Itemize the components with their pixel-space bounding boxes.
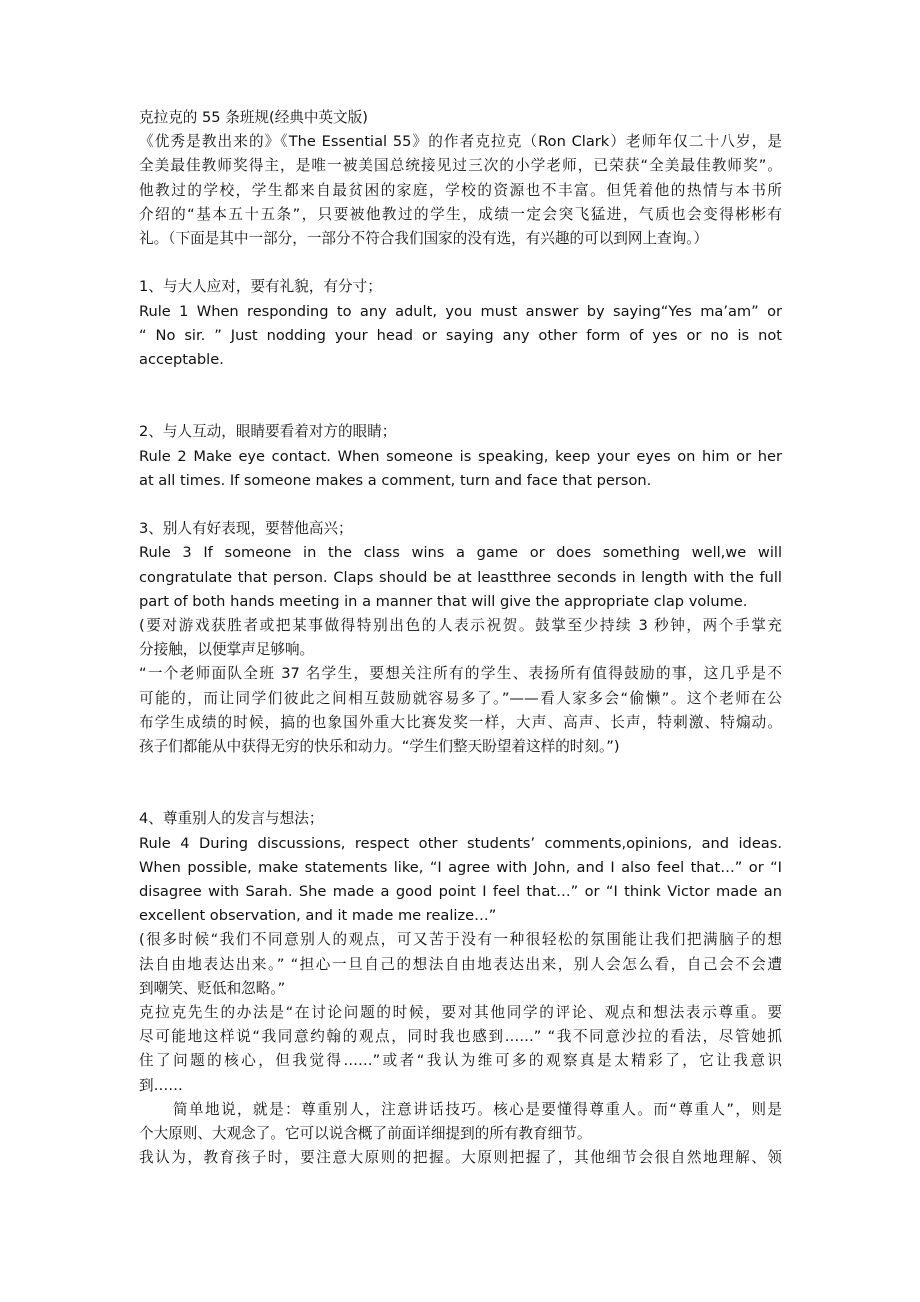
spacer	[139, 372, 782, 420]
rule-1-text: acceptable.	[139, 350, 224, 368]
rule-4-text: Rule 4 During discussions, respect other students’ comments,opinions, and ideas.	[139, 834, 782, 852]
spacer	[139, 493, 782, 517]
rule-3-text: 布学生成绩的时候，搞的也象国外重大比赛发奖一样，大声、高声、长声，特刺激、特煽动。	[139, 713, 782, 731]
rule-3-text: Rule 3 If someone in the class wins a game or does something well,we will	[139, 544, 782, 562]
document-title: 克拉克的 55 条班规(经典中英文版)	[139, 109, 368, 126]
rule-3-heading: 3、别人有好表现，要替他高兴；	[139, 520, 353, 538]
intro-line: 介绍的“基本五十五条”，只要被他教过的学生，成绩一定会突飞猛进，气质也会变得彬彬有	[139, 205, 782, 223]
rule-2-text: Rule 2 Make eye contact. When someone is speaking, keep your eyes on him or her	[139, 447, 782, 465]
rule-3-text: 分接触，以便掌声足够响。	[139, 641, 315, 659]
rule-4-text: 克拉克先生的办法是“在讨论问题的时候，要对其他同学的评论、观点和想法表示尊重。要	[139, 1003, 782, 1021]
rule-4-heading: 4、尊重别人的发言与想法；	[139, 810, 324, 828]
spacer	[139, 251, 782, 275]
rule-4-summary: 我认为，教育孩子时，要注意大原则的把握。大原则把握了，其他细节会很自然地理解、领	[139, 1149, 782, 1167]
rule-2-text: at all times. If someone makes a comment, turn and face that person.	[139, 471, 652, 489]
rule-4-summary: 简单地说，就是：尊重别人，注意讲话技巧。核心是要懂得尊重人。而“尊重人”，则是	[173, 1100, 782, 1118]
intro-line: 礼。（下面是其中一部分，一部分不符合我们国家的没有选，有兴趣的可以到网上查询。）	[139, 229, 709, 247]
rule-3-text: 孩子们都能从中获得无穷的快乐和动力。“学生们整天盼望着这样的时刻。”)	[139, 737, 620, 755]
intro-line: 《优秀是教出来的》《The Essential 55》的作者克拉克（Ron Clark）老师年仅二十八岁，是	[139, 133, 782, 151]
rule-1-heading: 1、与大人应对，要有礼貌，有分寸；	[139, 278, 382, 296]
rule-3-text: part of both hands meeting in a manner that will give the appropriate clap volume.	[139, 592, 748, 610]
rule-3-text: (要对游戏获胜者或把某事做得特别出色的人表示祝贺。鼓掌至少持续 3 秒钟，两个手掌充	[139, 616, 782, 634]
rule-1-text: Rule 1 When responding to any adult, you must answer by saying“Yes ma’am” or	[139, 302, 782, 320]
rule-4-text: 法自由地表达出来。” “担心一旦自己的想法自由地表达出来，别人会怎么看，自己会不会遭	[139, 955, 782, 973]
rule-4-text: 尽可能地这样说“我同意约翰的观点，同时我也感到……” “我不同意沙拉的看法，尽管她抓	[139, 1028, 782, 1046]
rule-4-text: 到嘲笑、贬低和忽略。”	[139, 979, 286, 997]
rule-2-heading: 2、与人互动，眼睛要看着对方的眼睛；	[139, 423, 397, 441]
spacer	[139, 759, 782, 807]
rule-3-text: congratulate that person. Claps should be at leastthree seconds in length with the full	[139, 568, 782, 586]
intro-line: 他教过的学校，学生都来自最贫困的家庭，学校的资源也不丰富。但凭着他的热情与本书所	[139, 181, 782, 199]
rule-4-text: 住了问题的核心，但我觉得……”或者“我认为维可多的观察真是太精彩了，它让我意识	[139, 1052, 782, 1070]
rule-3-text: 可能的，而让同学们彼此之间相互鼓励就容易多了。”——看人家多会“偷懒”。这个老师在公	[139, 689, 782, 707]
rule-4-text: When possible, make statements like, “I agree with John, and I also feel that…” or “I	[139, 858, 782, 876]
rule-4-text: (很多时候“我们不同意别人的观点，可又苦于没有一种很轻松的氛围能让我们把满脑子的想	[139, 931, 782, 949]
rule-4-text: 到……	[139, 1076, 183, 1094]
rule-1-text: “ No sir. ” Just nodding your head or saying any other form of yes or no is not	[139, 326, 782, 344]
intro-line: 全美最佳教师奖得主，是唯一被美国总统接见过三次的小学老师，已荣获“全美最佳教师奖”。	[139, 157, 782, 175]
rule-4-summary: 个大原则、大观念了。它可以说含概了前面详细提到的所有教育细节。	[139, 1124, 592, 1142]
rule-4-text: excellent observation, and it made me realize…”	[139, 907, 497, 925]
rule-3-text: “一个老师面队全班 37 名学生，要想关注所有的学生、表扬所有值得鼓励的事，这几乎是不	[139, 665, 782, 683]
document-page	[139, 106, 782, 1170]
rule-4-text: disagree with Sarah. She made a good point I feel that…” or “I think Victor made an	[139, 883, 782, 901]
